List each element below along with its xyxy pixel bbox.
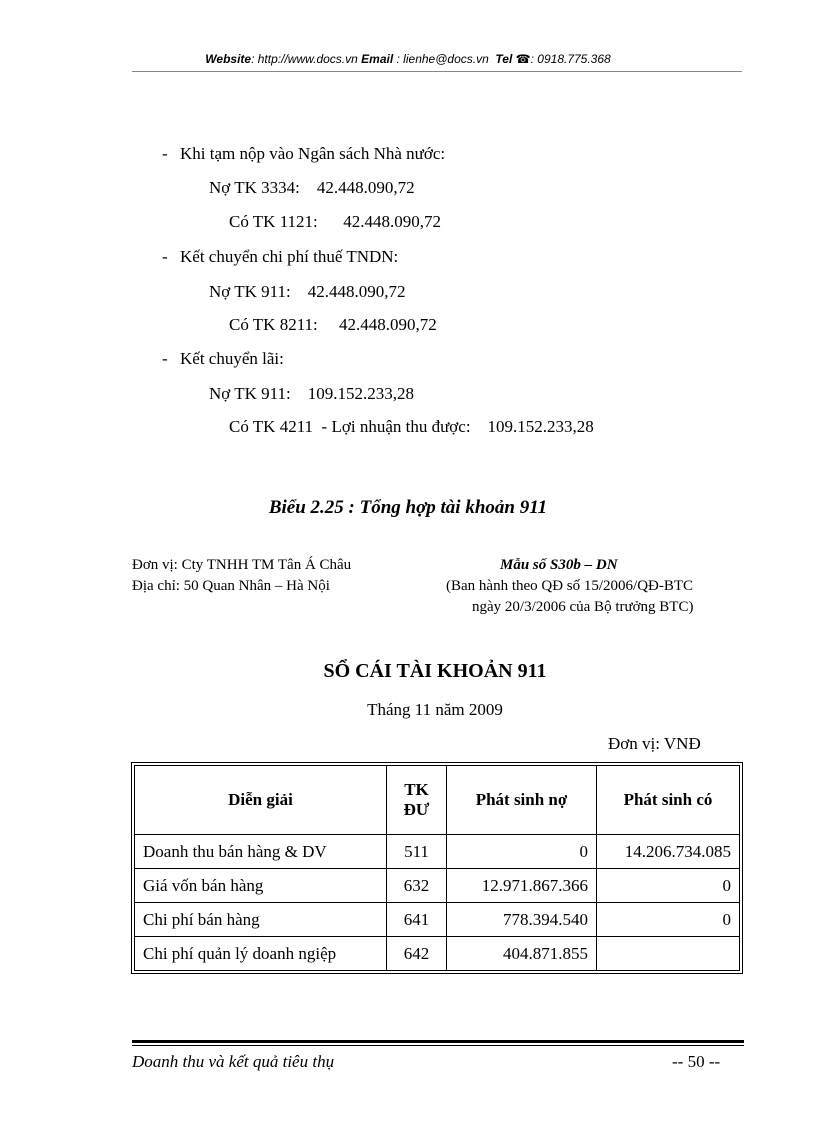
footer-divider-thick — [132, 1040, 744, 1043]
website-value: : http://www.docs.vn — [251, 52, 358, 66]
website-label: Website — [205, 52, 252, 66]
row-account: 632 — [387, 869, 447, 903]
entry-1-debit: Nợ TK 3334: 42.448.090,72 — [209, 178, 415, 197]
bullet-dash-2: - — [162, 247, 168, 266]
table-header-row — [135, 766, 740, 835]
ledger-title: SỔ CÁI TÀI KHOẢN 911 — [323, 660, 547, 682]
ledger-period: Tháng 11 năm 2009 — [367, 700, 503, 719]
footer-title: Doanh thu và kết quả tiêu thụ — [132, 1052, 335, 1071]
bullet-dash-1: - — [162, 144, 168, 163]
header-divider — [132, 71, 742, 72]
row-debit: 404.871.855 — [447, 937, 597, 971]
email-label: Email — [361, 52, 394, 66]
company-address: Địa chỉ: 50 Quan Nhân – Hà Nội — [132, 578, 330, 594]
header-account-line-1: TK — [404, 780, 429, 799]
form-number: Mẫu số S30b – DN — [500, 557, 618, 573]
entry-2-debit: Nợ TK 911: 42.448.090,72 — [209, 282, 406, 301]
header-description: Diễn giải — [135, 766, 387, 835]
page-number: -- 50 -- — [672, 1052, 721, 1071]
row-credit: 0 — [597, 903, 740, 937]
row-credit: 14.206.734.085 — [597, 835, 740, 869]
company-name: Đơn vị: Cty TNHH TM Tân Á Châu — [132, 557, 352, 573]
header-account-line-2: ĐƯ — [403, 800, 430, 819]
row-description: Chi phí quản lý doanh ngiệp — [135, 937, 387, 971]
header-account — [387, 766, 447, 835]
entry-1-credit: Có TK 1121: 42.448.090,72 — [229, 212, 442, 231]
row-credit: 0 — [597, 869, 740, 903]
form-issued-line-2: ngày 20/3/2006 của Bộ trưởng BTC) — [472, 599, 694, 615]
form-issued-line-1: (Ban hành theo QĐ số 15/2006/QĐ-BTC — [446, 578, 694, 594]
row-account: 642 — [387, 937, 447, 971]
row-credit — [597, 937, 740, 971]
table-row — [135, 903, 740, 937]
entry-2-credit: Có TK 8211: 42.448.090,72 — [229, 315, 437, 334]
row-debit: 778.394.540 — [447, 903, 597, 937]
phone-icon: ☎ — [515, 52, 531, 66]
entry-3-debit: Nợ TK 911: 109.152.233,28 — [209, 384, 414, 403]
page-header — [0, 52, 816, 66]
header-debit: Phát sinh nợ — [447, 766, 597, 835]
figure-caption: Biểu 2.25 : Tổng hợp tài khoản 911 — [268, 497, 548, 518]
tel-value: : 0918.775.368 — [530, 52, 611, 66]
entry-3-credit: Có TK 4211 - Lợi nhuận thu được: 109.152.233,28 — [229, 417, 594, 436]
row-description: Chi phí bán hàng — [135, 903, 387, 937]
header-credit: Phát sinh có — [597, 766, 740, 835]
footer-divider-thin — [132, 1045, 744, 1046]
row-debit: 0 — [447, 835, 597, 869]
row-account: 511 — [387, 835, 447, 869]
table-row — [135, 937, 740, 971]
bullet-dash-3: - — [162, 349, 168, 368]
table-row — [135, 835, 740, 869]
entry-3-heading: Kết chuyển lãi: — [180, 349, 284, 368]
currency-unit: Đơn vị: VNĐ — [608, 734, 701, 753]
row-account: 641 — [387, 903, 447, 937]
table-row — [135, 869, 740, 903]
row-debit: 12.971.867.366 — [447, 869, 597, 903]
email-value: : lienhe@docs.vn — [396, 52, 489, 66]
entry-1-heading: Khi tạm nộp vào Ngân sách Nhà nước: — [180, 144, 446, 163]
tel-label: Tel — [495, 52, 513, 66]
row-description: Doanh thu bán hàng & DV — [135, 835, 387, 869]
row-description: Giá vốn bán hàng — [135, 869, 387, 903]
entry-2-heading: Kết chuyển chi phí thuế TNDN: — [180, 247, 399, 266]
ledger-table — [134, 765, 740, 971]
